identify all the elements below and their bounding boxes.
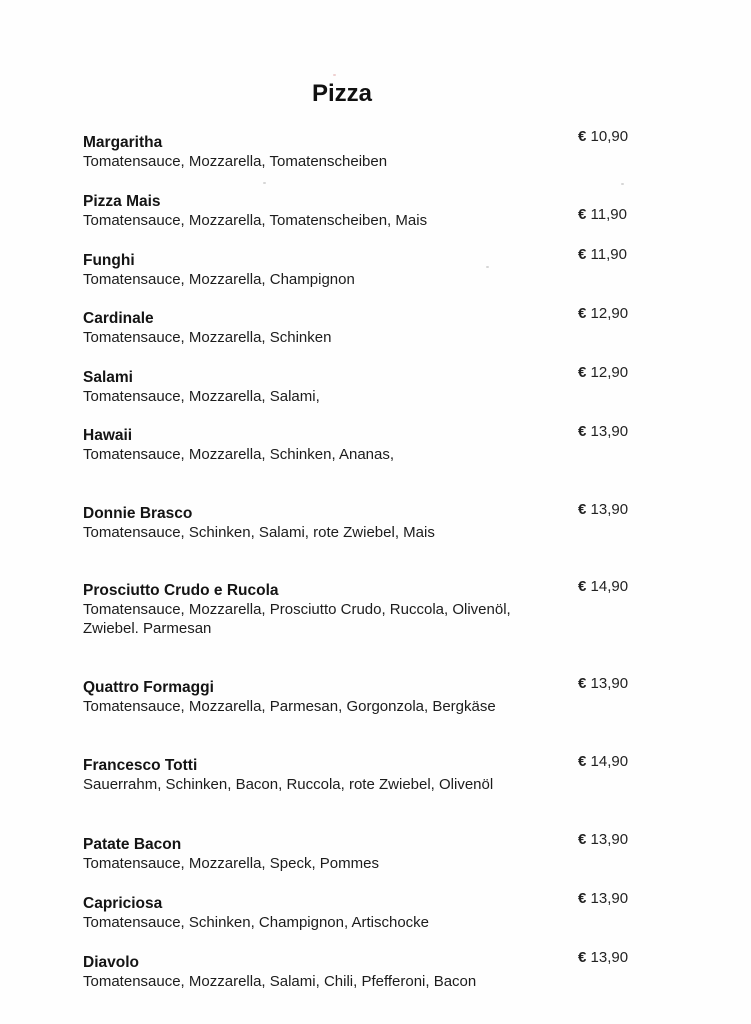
euro-sign: € bbox=[578, 578, 587, 595]
item-name: Diavolo bbox=[83, 954, 139, 971]
menu-title: Pizza bbox=[311, 80, 373, 107]
euro-sign: € bbox=[578, 753, 587, 770]
item-name: Quattro Formaggi bbox=[83, 679, 214, 696]
euro-sign: € bbox=[578, 501, 587, 518]
menu-item bbox=[83, 949, 683, 991]
euro-sign: € bbox=[578, 206, 587, 223]
item-description: Tomatensauce, Mozzarella, Tomatenscheiben bbox=[83, 153, 388, 170]
scan-speck bbox=[621, 183, 624, 185]
euro-sign: € bbox=[578, 305, 587, 322]
item-price: € 14,90 bbox=[578, 753, 629, 770]
menu-item bbox=[83, 246, 683, 289]
item-name: Funghi bbox=[83, 252, 135, 269]
scan-speck bbox=[263, 182, 266, 184]
scan-speck bbox=[486, 266, 489, 268]
item-price: € 12,90 bbox=[578, 364, 629, 381]
item-price: € 13,90 bbox=[578, 890, 629, 907]
euro-sign: € bbox=[578, 831, 587, 848]
item-description-line-2: Zwiebel. Parmesan bbox=[83, 620, 212, 637]
item-description: Tomatensauce, Schinken, Champignon, Artischocke bbox=[83, 914, 430, 931]
euro-sign: € bbox=[578, 364, 587, 381]
menu-item bbox=[83, 675, 683, 716]
scan-speck bbox=[333, 74, 336, 76]
item-description: Tomatensauce, Mozzarella, Schinken, Ananas, bbox=[83, 446, 395, 463]
menu-item bbox=[83, 831, 683, 873]
item-price: € 11,90 bbox=[578, 206, 627, 223]
item-name: Pizza Mais bbox=[83, 193, 161, 210]
item-price: € 13,90 bbox=[578, 675, 629, 692]
item-name: Capriciosa bbox=[83, 895, 163, 912]
menu-item bbox=[83, 305, 683, 347]
item-description: Tomatensauce, Mozzarella, Parmesan, Gorgonzola, Bergkäse bbox=[83, 698, 496, 715]
item-price: € 12,90 bbox=[578, 305, 629, 322]
item-description: Tomatensauce, Mozzarella, Tomatenscheiben, Mais bbox=[83, 212, 428, 229]
euro-sign: € bbox=[578, 128, 587, 145]
item-name: Donnie Brasco bbox=[83, 505, 193, 522]
item-description: Tomatensauce, Mozzarella, Speck, Pommes bbox=[83, 855, 379, 872]
euro-sign: € bbox=[578, 675, 587, 692]
menu-item bbox=[83, 128, 683, 171]
item-description: Tomatensauce, Mozzarella, Schinken bbox=[83, 329, 332, 346]
item-name: Patate Bacon bbox=[83, 836, 182, 853]
item-name: Salami bbox=[83, 369, 133, 386]
menu-item bbox=[83, 501, 683, 542]
euro-sign: € bbox=[578, 246, 587, 263]
menu-item bbox=[83, 578, 683, 638]
item-name: Hawaii bbox=[83, 427, 133, 444]
item-description: Sauerrahm, Schinken, Bacon, Ruccola, rote Zwiebel, Olivenöl bbox=[83, 776, 494, 793]
item-price: € 14,90 bbox=[578, 578, 629, 595]
euro-sign: € bbox=[578, 890, 587, 907]
menu-item bbox=[83, 193, 683, 230]
item-description: Tomatensauce, Mozzarella, Champignon bbox=[83, 271, 355, 288]
menu-item bbox=[83, 364, 683, 406]
item-price: € 10,90 bbox=[578, 128, 629, 145]
item-description: Tomatensauce, Mozzarella, Prosciutto Crudo, Ruccola, Olivenöl, bbox=[83, 601, 511, 618]
item-description: Tomatensauce, Schinken, Salami, rote Zwiebel, Mais bbox=[83, 524, 435, 541]
item-price: € 13,90 bbox=[578, 831, 629, 848]
item-price: € 13,90 bbox=[578, 501, 629, 518]
item-name: Cardinale bbox=[83, 310, 154, 327]
menu-item bbox=[83, 423, 683, 464]
item-name: Francesco Totti bbox=[83, 757, 198, 774]
euro-sign: € bbox=[578, 949, 587, 966]
item-name: Prosciutto Crudo e Rucola bbox=[83, 582, 279, 599]
item-price: € 13,90 bbox=[578, 423, 629, 440]
menu-item bbox=[83, 753, 683, 794]
item-description: Tomatensauce, Mozzarella, Salami, Chili, Pfefferoni, Bacon bbox=[83, 973, 477, 990]
item-name: Margaritha bbox=[83, 134, 163, 151]
euro-sign: € bbox=[578, 423, 587, 440]
menu-item bbox=[83, 890, 683, 932]
item-price: € 11,90 bbox=[578, 246, 627, 263]
item-description: Tomatensauce, Mozzarella, Salami, bbox=[83, 388, 320, 405]
item-price: € 13,90 bbox=[578, 949, 629, 966]
